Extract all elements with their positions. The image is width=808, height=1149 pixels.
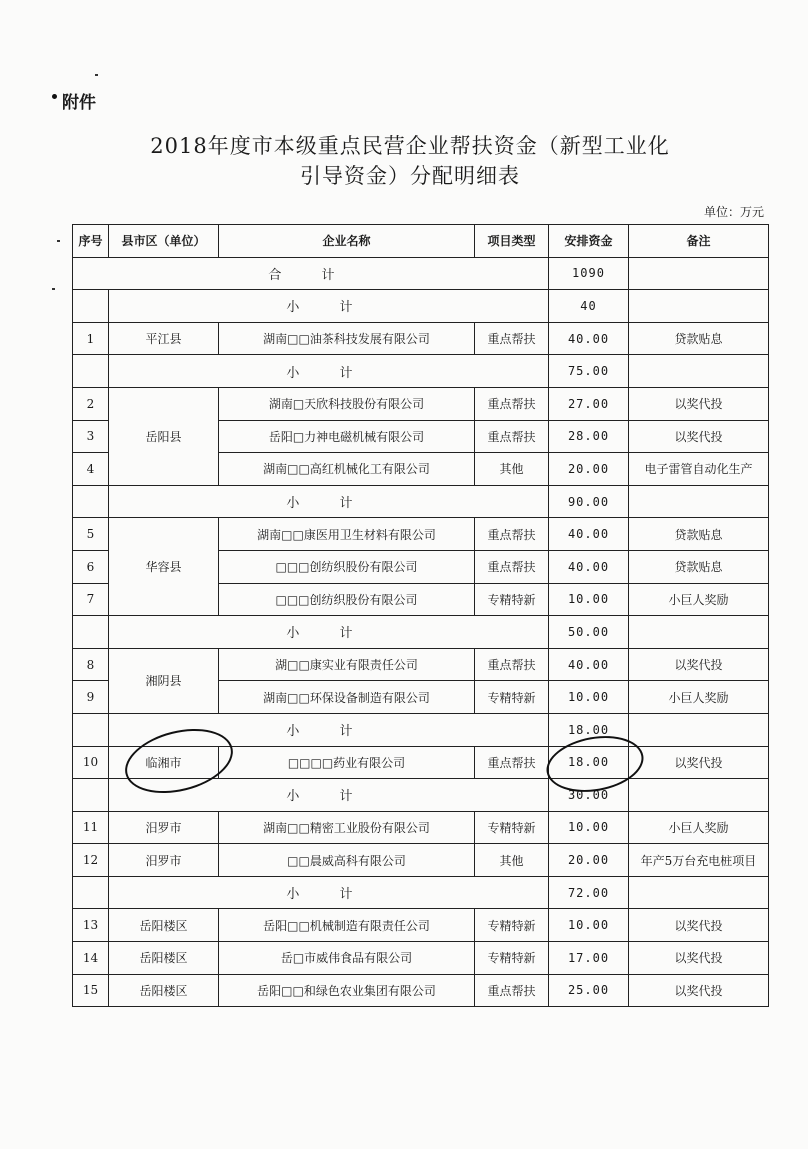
row-number: 1	[73, 322, 109, 355]
subtotal-index-cell	[73, 779, 109, 812]
subtotal-row	[73, 485, 769, 518]
note: 以奖代投	[629, 387, 769, 420]
county-name: 湘阴县	[109, 648, 219, 713]
amount: 10.00	[549, 811, 629, 844]
project-type: 重点帮扶	[475, 550, 549, 583]
table-row	[73, 974, 769, 1007]
project-type: 其他	[475, 453, 549, 486]
table-row	[73, 518, 769, 551]
header-row	[73, 225, 769, 258]
table-row	[73, 387, 769, 420]
row-number: 14	[73, 942, 109, 975]
total-label: 合 计	[73, 257, 549, 290]
row-number: 9	[73, 681, 109, 714]
subtotal-note	[629, 290, 769, 323]
subtotal-label: 小 计	[109, 876, 549, 909]
note: 以奖代投	[629, 420, 769, 453]
company-name: 湖南□□油茶科技发展有限公司	[219, 322, 475, 355]
row-number: 4	[73, 453, 109, 486]
note: 贷款贴息	[629, 518, 769, 551]
header-cell: 项目类型	[475, 225, 549, 258]
subtotal-note	[629, 355, 769, 388]
amount: 40.00	[549, 322, 629, 355]
subtotal-index-cell	[73, 876, 109, 909]
subtotal-amount: 90.00	[549, 485, 629, 518]
page-title-line2: 引导资金）分配明细表	[300, 164, 520, 188]
county-name: 岳阳县	[109, 387, 219, 485]
project-type: 专精特新	[475, 909, 549, 942]
amount: 27.00	[549, 387, 629, 420]
total-row	[73, 257, 769, 290]
subtotal-note	[629, 779, 769, 812]
row-number: 2	[73, 387, 109, 420]
company-name: 岳阳□□机械制造有限责任公司	[219, 909, 475, 942]
amount: 17.00	[549, 942, 629, 975]
company-name: 岳阳□□和绿色农业集团有限公司	[219, 974, 475, 1007]
row-number: 5	[73, 518, 109, 551]
subtotal-amount: 50.00	[549, 616, 629, 649]
subtotal-row	[73, 616, 769, 649]
subtotal-note	[629, 485, 769, 518]
attachment-text: 附件	[62, 93, 96, 113]
amount: 20.00	[549, 844, 629, 877]
company-name: 岳阳□力神电磁机械有限公司	[219, 420, 475, 453]
scan-speck	[95, 74, 98, 76]
note: 以奖代投	[629, 648, 769, 681]
subtotal-note	[629, 713, 769, 746]
table-row	[73, 322, 769, 355]
bullet-dot	[52, 94, 57, 99]
project-type: 专精特新	[475, 811, 549, 844]
row-number: 11	[73, 811, 109, 844]
company-name: 湖南□□康医用卫生材料有限公司	[219, 518, 475, 551]
amount: 25.00	[549, 974, 629, 1007]
amount: 40.00	[549, 550, 629, 583]
project-type: 专精特新	[475, 681, 549, 714]
amount: 20.00	[549, 453, 629, 486]
subtotal-label: 小 计	[109, 779, 549, 812]
subtotal-index-cell	[73, 355, 109, 388]
subtotal-row	[73, 876, 769, 909]
project-type: 重点帮扶	[475, 387, 549, 420]
note: 小巨人奖励	[629, 583, 769, 616]
subtotal-index-cell	[73, 485, 109, 518]
note: 以奖代投	[629, 942, 769, 975]
project-type: 专精特新	[475, 942, 549, 975]
company-name: 湖南□天欣科技股份有限公司	[219, 387, 475, 420]
amount: 10.00	[549, 909, 629, 942]
county-name: 平江县	[109, 322, 219, 355]
company-name: □□□创纺织股份有限公司	[219, 550, 475, 583]
note: 年产5万台充电桩项目	[629, 844, 769, 877]
total-note	[629, 257, 769, 290]
header-cell: 安排资金	[549, 225, 629, 258]
row-number: 7	[73, 583, 109, 616]
company-name: 湖南□□精密工业股份有限公司	[219, 811, 475, 844]
project-type: 重点帮扶	[475, 746, 549, 779]
company-name: □□□□药业有限公司	[219, 746, 475, 779]
county-name: 岳阳楼区	[109, 942, 219, 975]
county-name: 临湘市	[109, 746, 219, 779]
table-row	[73, 811, 769, 844]
table-row	[73, 909, 769, 942]
subtotal-label: 小 计	[109, 713, 549, 746]
company-name: 岳□市威伟食品有限公司	[219, 942, 475, 975]
county-name: 汨罗市	[109, 844, 219, 877]
county-name: 汨罗市	[109, 811, 219, 844]
project-type: 专精特新	[475, 583, 549, 616]
total-amount: 1090	[549, 257, 629, 290]
amount: 18.00	[549, 746, 629, 779]
subtotal-note	[629, 616, 769, 649]
subtotal-amount: 72.00	[549, 876, 629, 909]
subtotal-row	[73, 290, 769, 323]
attachment-label	[62, 88, 96, 113]
row-number: 3	[73, 420, 109, 453]
table-row	[73, 942, 769, 975]
subtotal-label: 小 计	[109, 616, 549, 649]
header-cell: 序号	[73, 225, 109, 258]
scan-speck	[57, 240, 60, 242]
subtotal-amount: 18.00	[549, 713, 629, 746]
subtotal-amount: 75.00	[549, 355, 629, 388]
project-type: 重点帮扶	[475, 322, 549, 355]
subtotal-amount: 40	[549, 290, 629, 323]
table-row	[73, 648, 769, 681]
company-name: □□□创纺织股份有限公司	[219, 583, 475, 616]
subtotal-label: 小 计	[109, 485, 549, 518]
amount: 28.00	[549, 420, 629, 453]
header-cell: 县市区（单位）	[109, 225, 219, 258]
subtotal-note	[629, 876, 769, 909]
note: 小巨人奖励	[629, 811, 769, 844]
note: 以奖代投	[629, 974, 769, 1007]
note: 以奖代投	[629, 746, 769, 779]
subtotal-amount: 30.00	[549, 779, 629, 812]
amount: 40.00	[549, 648, 629, 681]
project-type: 重点帮扶	[475, 518, 549, 551]
project-type: 重点帮扶	[475, 648, 549, 681]
project-type: 重点帮扶	[475, 420, 549, 453]
note: 以奖代投	[629, 909, 769, 942]
row-number: 12	[73, 844, 109, 877]
project-type: 重点帮扶	[475, 974, 549, 1007]
subtotal-index-cell	[73, 290, 109, 323]
row-number: 13	[73, 909, 109, 942]
subtotal-label: 小 计	[109, 355, 549, 388]
subtotal-row	[73, 355, 769, 388]
row-number: 15	[73, 974, 109, 1007]
note: 电子雷管自动化生产	[629, 453, 769, 486]
header-cell: 企业名称	[219, 225, 475, 258]
header-cell: 备注	[629, 225, 769, 258]
row-number: 6	[73, 550, 109, 583]
note: 贷款贴息	[629, 322, 769, 355]
row-number: 10	[73, 746, 109, 779]
subtotal-index-cell	[73, 713, 109, 746]
company-name: □□晨威高科有限公司	[219, 844, 475, 877]
company-name: 湖南□□高红机械化工有限公司	[219, 453, 475, 486]
county-name: 华容县	[109, 518, 219, 616]
amount: 40.00	[549, 518, 629, 551]
county-name: 岳阳楼区	[109, 909, 219, 942]
company-name: 湖□□康实业有限责任公司	[219, 648, 475, 681]
note: 小巨人奖励	[629, 681, 769, 714]
county-name: 岳阳楼区	[109, 974, 219, 1007]
subtotal-label: 小 计	[109, 290, 549, 323]
subtotal-index-cell	[73, 616, 109, 649]
table-row	[73, 844, 769, 877]
table-body	[73, 225, 769, 1007]
allocation-table	[72, 224, 769, 1007]
project-type: 其他	[475, 844, 549, 877]
scan-speck	[52, 288, 55, 290]
note: 贷款贴息	[629, 550, 769, 583]
amount: 10.00	[549, 583, 629, 616]
row-number: 8	[73, 648, 109, 681]
company-name: 湖南□□环保设备制造有限公司	[219, 681, 475, 714]
amount: 10.00	[549, 681, 629, 714]
unit-label: 单位：万元	[703, 205, 764, 219]
page-title-line1: 2018年度市本级重点民营企业帮扶资金（新型工业化	[150, 134, 670, 158]
